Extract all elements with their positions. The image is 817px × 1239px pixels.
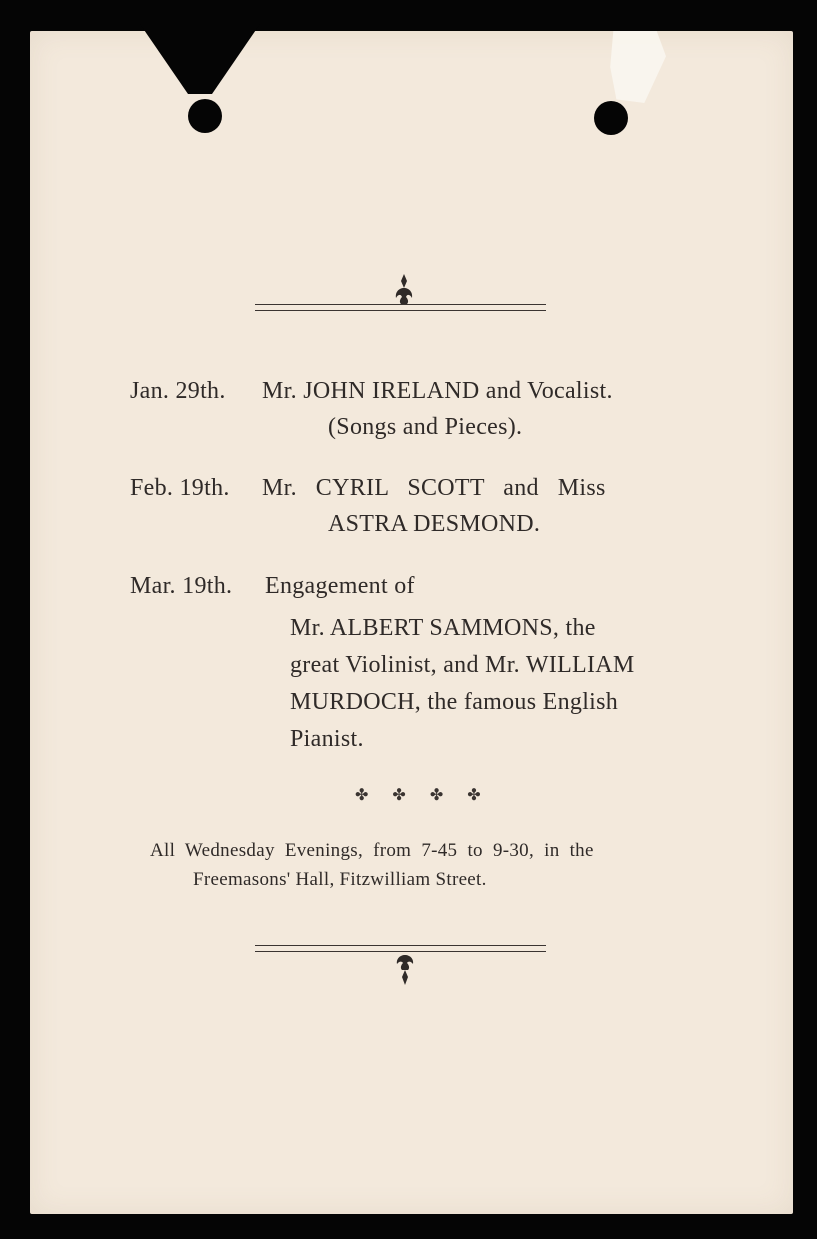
mar-detail-3: MURDOCH, the famous English xyxy=(290,689,619,715)
top-double-rule xyxy=(255,304,546,311)
mar-detail-4: Pianist. xyxy=(290,726,364,752)
decorative-separator: ✤ ✤ ✤ ✤ xyxy=(355,787,491,804)
bottom-double-rule xyxy=(255,945,546,952)
date-feb: Feb. 19th. xyxy=(130,475,230,501)
punch-hole-right xyxy=(594,101,628,135)
feb-line-1: Mr. CYRIL SCOTT and Miss xyxy=(262,475,606,501)
mar-line-1: Engagement of xyxy=(265,573,415,599)
date-mar: Mar. 19th. xyxy=(130,573,233,599)
date-jan: Jan. 29th. xyxy=(130,378,226,404)
jan-line-2: (Songs and Pieces). xyxy=(328,414,523,440)
feb-line-2: ASTRA DESMOND. xyxy=(328,511,541,537)
jan-line-1: Mr. JOHN IRELAND and Vocalist. xyxy=(262,378,613,404)
mar-detail-1: Mr. ALBERT SAMMONS, the xyxy=(290,615,596,641)
bottom-fleuron-icon xyxy=(390,953,420,993)
punch-hole-left xyxy=(188,99,222,133)
mar-detail-2: great Violinist, and Mr. WILLIAM xyxy=(290,652,635,678)
footer-line-1: All Wednesday Evenings, from 7-45 to 9-30, in the xyxy=(150,840,594,861)
footer-line-2: Freemasons' Hall, Fitzwilliam Street. xyxy=(193,869,487,890)
